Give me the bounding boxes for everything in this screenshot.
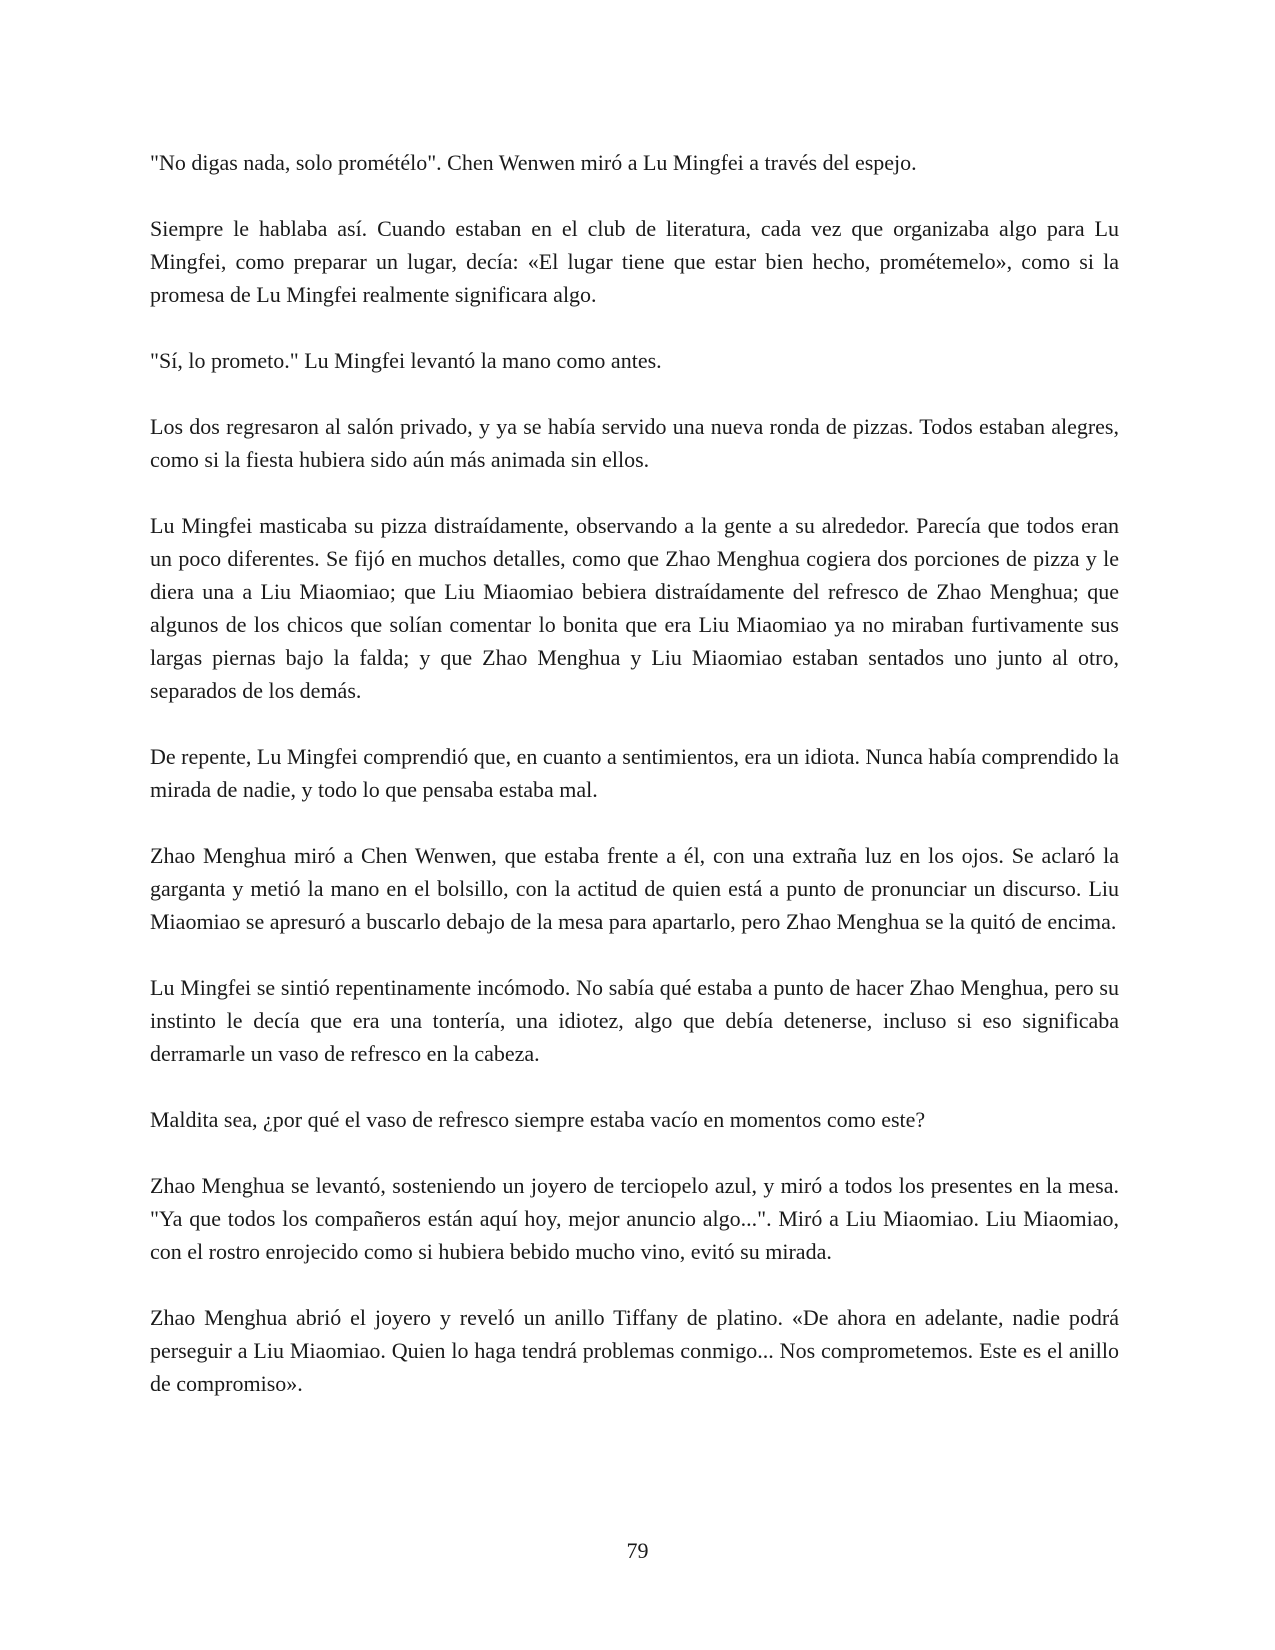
page-number: 79 — [626, 1538, 649, 1563]
paragraph-5: Lu Mingfei masticaba su pizza distraídamente, observando a la gente a su alrededor. Parecía que todos eran un poco diferentes. Se fijó en muchos detalles, como que Zhao Menghua cogiera dos porciones de pizza y le diera una a Liu Miaomiao; que Liu Miaomiao bebiera distraídamente del refresco de Zhao Menghua; que algunos de los chicos que solían comentar lo bonita que era Liu Miaomiao ya no miraban furtivamente sus largas piernas bajo la falda; y que Zhao Menghua y Liu Miaomiao estaban sentados uno junto al otro, separados de los demás. — [150, 513, 1119, 703]
paragraph-10: Zhao Menghua se levantó, sosteniendo un joyero de terciopelo azul, y miró a todos los presentes en la mesa. "Ya que todos los compañeros están aquí hoy, mejor anuncio algo...". Miró a Liu Miaomiao. Liu Miaomiao, con el rostro enrojecido como si hubiera bebido mucho vino, evitó su mirada. — [150, 1173, 1119, 1264]
paragraph-9: Maldita sea, ¿por qué el vaso de refresco siempre estaba vacío en momentos como este? — [150, 1107, 926, 1132]
paragraph-7: Zhao Menghua miró a Chen Wenwen, que estaba frente a él, con una extraña luz en los ojos. Se aclaró la garganta y metió la mano en el bolsillo, con la actitud de quien está a punto de pronunciar un discurso. Liu Miaomiao se apresuró a buscarlo debajo de la mesa para apartarlo, pero Zhao Menghua se la quitó de encima. — [150, 843, 1119, 934]
paragraph-2: Siempre le hablaba así. Cuando estaban en el club de literatura, cada vez que organizaba algo para Lu Mingfei, como preparar un lugar, decía: «El lugar tiene que estar bien hecho, prométemelo», como si la promesa de Lu Mingfei realmente significara algo. — [150, 216, 1119, 307]
paragraph-1: "No digas nada, solo prométélo". Chen Wenwen miró a Lu Mingfei a través del espejo. — [150, 150, 917, 175]
paragraph-4: Los dos regresaron al salón privado, y ya se había servido una nueva ronda de pizzas. Todos estaban alegres, como si la fiesta hubiera sido aún más animada sin ellos. — [150, 414, 1119, 472]
paragraph-11: Zhao Menghua abrió el joyero y reveló un anillo Tiffany de platino. «De ahora en adelante, nadie podrá perseguir a Liu Miaomiao. Quien lo haga tendrá problemas conmigo... Nos comprometemos. Este es el anillo de compromiso». — [150, 1305, 1119, 1396]
paragraph-8: Lu Mingfei se sintió repentinamente incómodo. No sabía qué estaba a punto de hacer Zhao Menghua, pero su instinto le decía que era una tontería, una idiotez, algo que debía detenerse, incluso si eso significaba derramarle un vaso de refresco en la cabeza. — [150, 975, 1119, 1066]
page-body — [150, 146, 1119, 1433]
paragraph-3: "Sí, lo prometo." Lu Mingfei levantó la mano como antes. — [150, 348, 662, 373]
paragraph-6: De repente, Lu Mingfei comprendió que, en cuanto a sentimientos, era un idiota. Nunca había comprendido la mirada de nadie, y todo lo que pensaba estaba mal. — [150, 744, 1119, 802]
